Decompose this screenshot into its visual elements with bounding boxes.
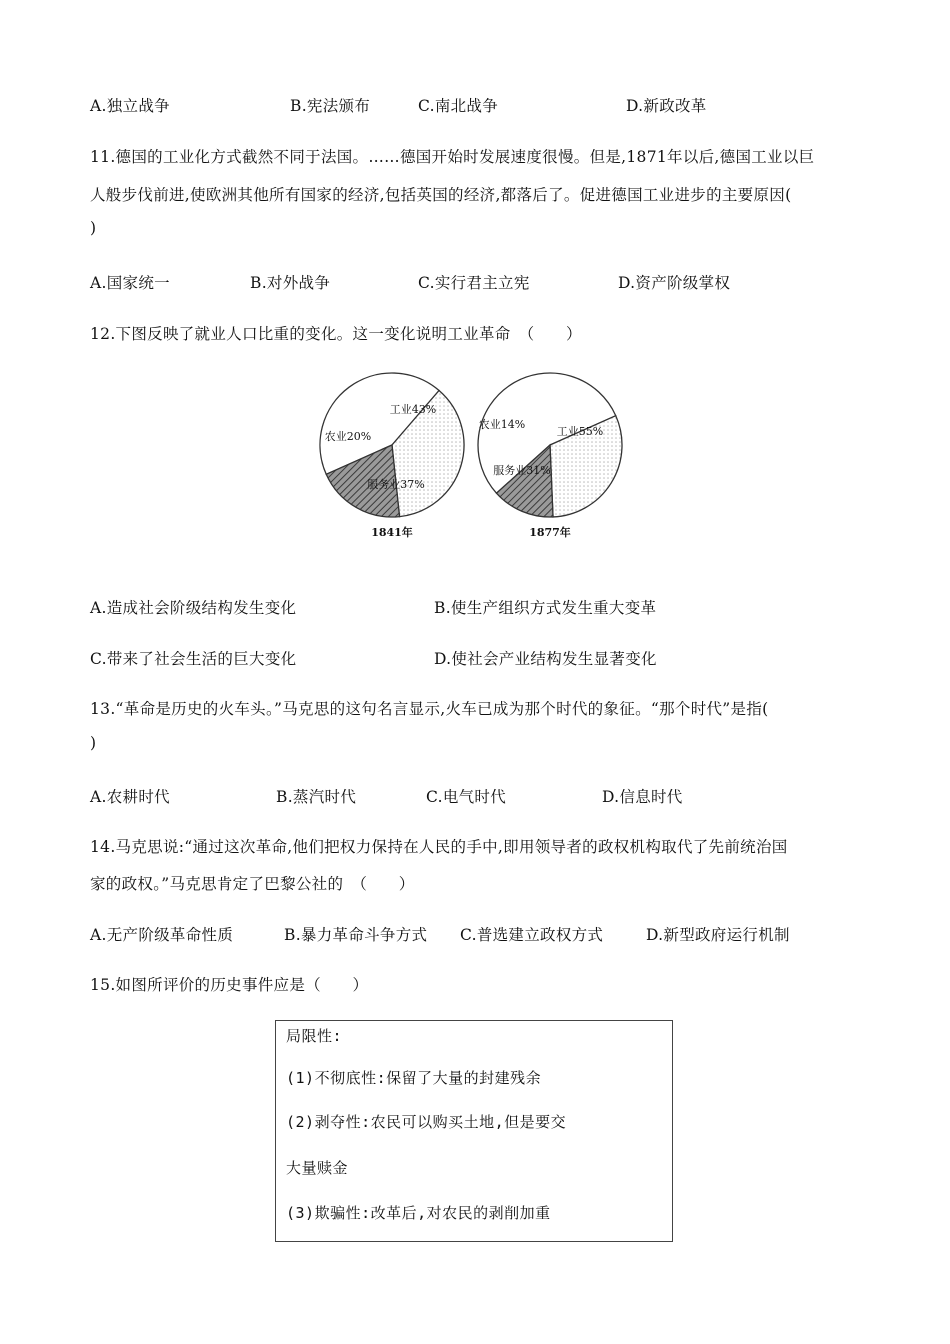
pie-year-label: 1841年 bbox=[371, 526, 413, 539]
box-line-5: (3)欺骗性:改革后,对农民的剥削加重 bbox=[286, 1204, 551, 1222]
q13-option-a: A.农耕时代 bbox=[90, 788, 170, 806]
pie-slice-label: 服务业37% bbox=[367, 478, 425, 491]
q13-stem-line1: 13.“革命是历史的火车头。”马克思的这句名言显示,火车已成为那个时代的象征。“那个时代”是指( bbox=[90, 700, 769, 718]
box-line-4: 大量赎金 bbox=[286, 1159, 349, 1177]
q13-option-d: D.信息时代 bbox=[602, 788, 683, 806]
q13-option-b: B.蒸汽时代 bbox=[276, 788, 357, 806]
q12-option-d: D.使社会产业结构发生显著变化 bbox=[434, 650, 657, 668]
q11-option-d: D.资产阶级掌权 bbox=[618, 274, 731, 292]
pie-slice-label: 服务业31% bbox=[493, 464, 551, 477]
box-line-1: 局限性: bbox=[286, 1027, 343, 1045]
q10-option-d: D.新政改革 bbox=[626, 97, 707, 115]
pie-slice-label: 农业20% bbox=[324, 430, 372, 443]
employment-pie-charts bbox=[310, 368, 640, 548]
box-line-2: (1)不彻底性:保留了大量的封建残余 bbox=[286, 1069, 542, 1087]
pie-slice-label: 工业55% bbox=[556, 425, 604, 438]
q12-option-a: A.造成社会阶级结构发生变化 bbox=[90, 599, 297, 617]
q13-stem-line2: ) bbox=[90, 734, 97, 752]
q14-option-b: B.暴力革命斗争方式 bbox=[284, 926, 428, 944]
pie-slice-label: 农业14% bbox=[478, 418, 526, 431]
q10-option-b: B.宪法颁布 bbox=[290, 97, 371, 115]
q11-option-c: C.实行君主立宪 bbox=[418, 274, 530, 292]
q15-stem: 15.如图所评价的历史事件应是（ ） bbox=[90, 976, 369, 994]
box-line-3: (2)剥夺性:农民可以购买土地,但是要交 bbox=[286, 1113, 567, 1131]
q12-stem: 12.下图反映了就业人口比重的变化。这一变化说明工业革命 （ ） bbox=[90, 325, 582, 343]
q11-option-a: A.国家统一 bbox=[90, 274, 170, 292]
q12-option-b: B.使生产组织方式发生重大变革 bbox=[434, 599, 657, 617]
q11-option-b: B.对外战争 bbox=[250, 274, 331, 292]
q14-stem-line2: 家的政权。”马克思肯定了巴黎公社的 （ ） bbox=[90, 875, 415, 893]
q14-option-c: C.普选建立政权方式 bbox=[460, 926, 604, 944]
q14-option-a: A.无产阶级革命性质 bbox=[90, 926, 234, 944]
q12-option-c: C.带来了社会生活的巨大变化 bbox=[90, 650, 297, 668]
q13-option-c: C.电气时代 bbox=[426, 788, 507, 806]
q10-option-c: C.南北战争 bbox=[418, 97, 499, 115]
pie-year-label: 1877年 bbox=[529, 526, 571, 539]
q14-stem-line1: 14.马克思说:“通过这次革命,他们把权力保持在人民的手中,即用领导者的政权机构取代了先前统治国 bbox=[90, 838, 788, 856]
q11-stem-line3: ) bbox=[90, 219, 97, 237]
q14-option-d: D.新型政府运行机制 bbox=[646, 926, 790, 944]
q10-option-a: A.独立战争 bbox=[90, 97, 170, 115]
q15-evaluation-box bbox=[275, 1020, 673, 1242]
q11-stem-line2: 人般步伐前进,使欧洲其他所有国家的经济,包括英国的经济,都落后了。促进德国工业进步的主要原因( bbox=[90, 186, 792, 204]
q11-stem-line1: 11.德国的工业化方式截然不同于法国。……德国开始时发展速度很慢。但是,1871年以后,德国工业以巨 bbox=[90, 148, 815, 166]
pie-slice-label: 工业43% bbox=[389, 403, 437, 416]
